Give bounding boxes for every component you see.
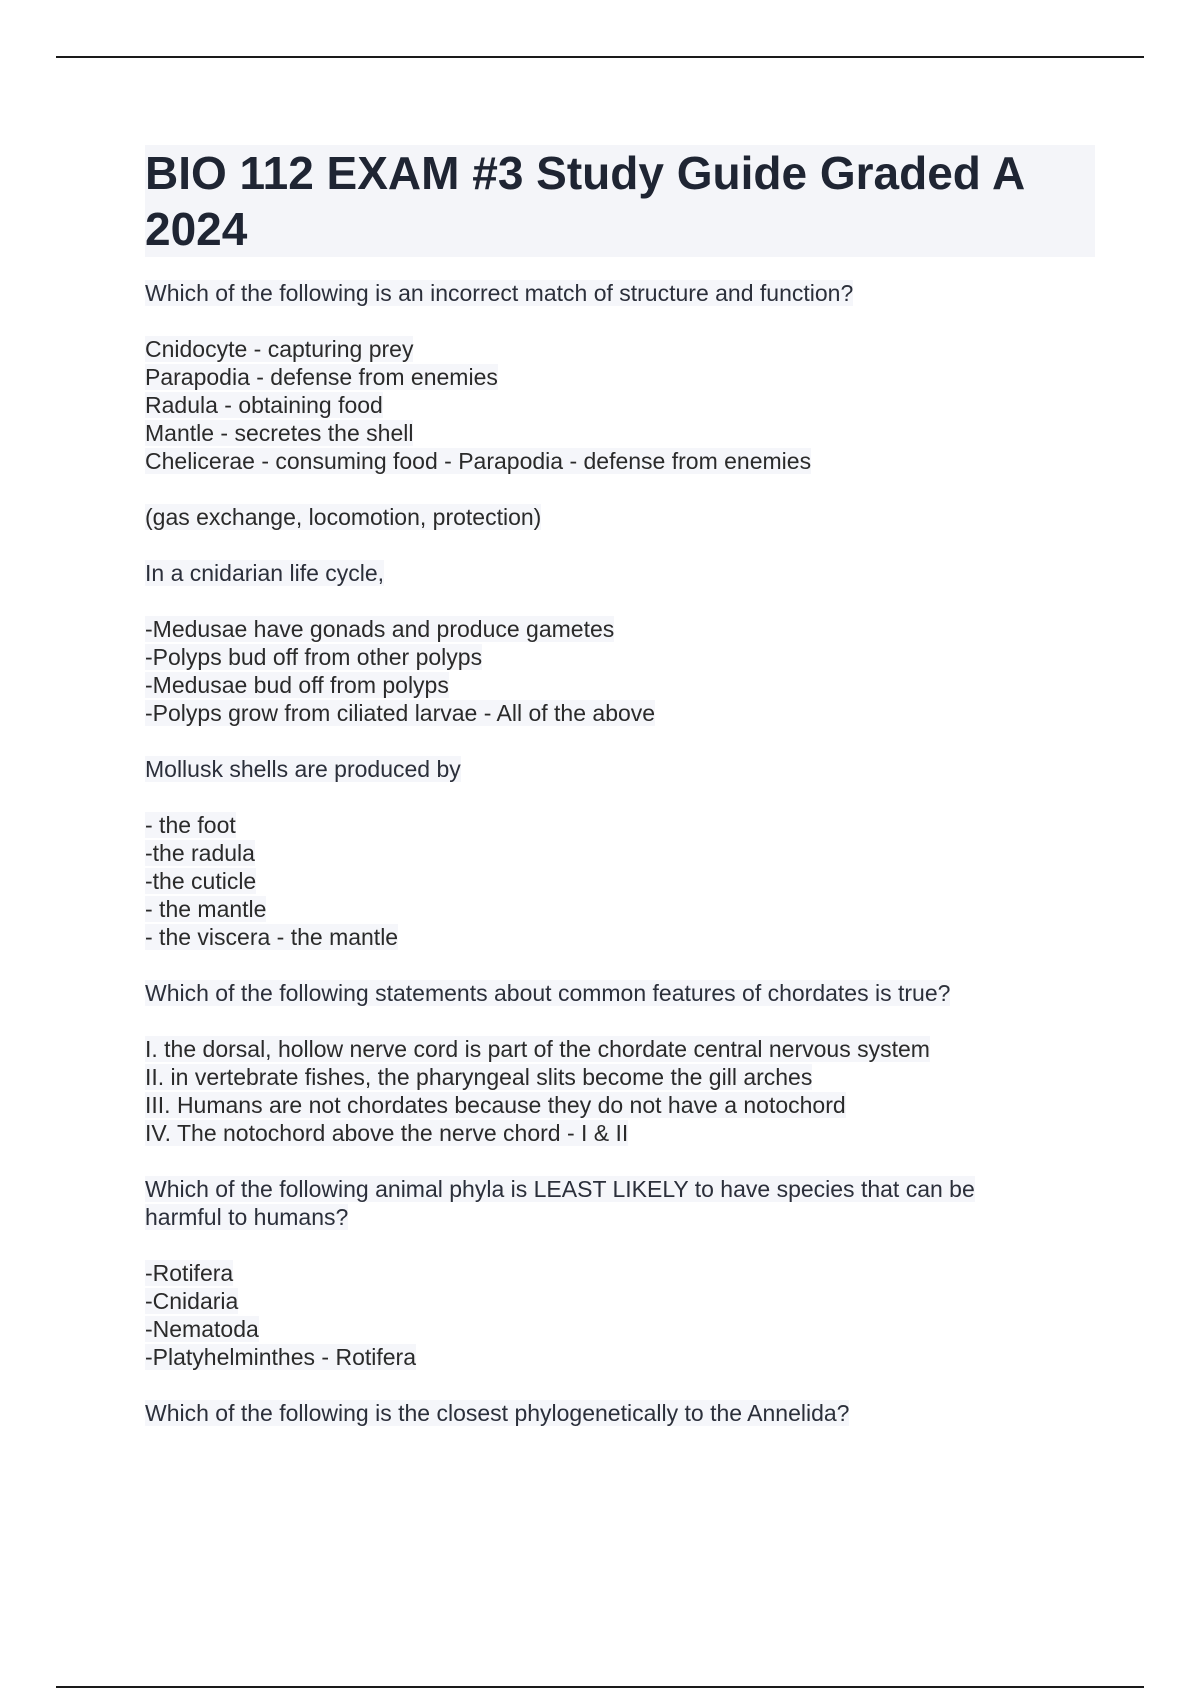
answer-line: [145, 391, 1095, 419]
answer-line: [145, 1315, 1095, 1343]
answer-line: [145, 615, 1095, 643]
question-block: [145, 279, 1095, 307]
question-block: [145, 1175, 1095, 1231]
text-line: -Medusae bud off from polyps: [145, 672, 449, 698]
text-line: - the mantle: [145, 896, 267, 922]
answer-line: [145, 811, 1095, 839]
question-line: [145, 1203, 1095, 1231]
answer-line: [145, 867, 1095, 895]
answer-line: [145, 363, 1095, 391]
footer-rule: [56, 1686, 1144, 1688]
header-rule: [56, 56, 1144, 58]
text-line: -Medusae have gonads and produce gametes: [145, 616, 615, 642]
text-line: In a cnidarian life cycle,: [145, 560, 385, 586]
answer-line: [145, 1287, 1095, 1315]
answer-line: [145, 895, 1095, 923]
qa-blocks: [145, 279, 1095, 1427]
text-line: Which of the following animal phyla is LEAST LIKELY to have species that can be: [145, 1176, 975, 1202]
answer-line: [145, 1119, 1095, 1147]
question-line: [145, 979, 1095, 1007]
answer-line: [145, 839, 1095, 867]
answer-line: [145, 1063, 1095, 1091]
text-line: -Cnidaria: [145, 1288, 239, 1314]
answer-line: [145, 1091, 1095, 1119]
text-line: Mantle - secretes the shell: [145, 420, 414, 446]
text-line: -Polyps grow from ciliated larvae - All of the above: [145, 700, 656, 726]
text-line: Which of the following is an incorrect match of structure and function?: [145, 280, 854, 306]
text-line: Parapodia - defense from enemies: [145, 364, 498, 390]
text-line: IV. The notochord above the nerve chord - I & II: [145, 1120, 629, 1146]
answer-line: [145, 447, 1095, 475]
answer-block: [145, 811, 1095, 951]
text-line: III. Humans are not chordates because they do not have a notochord: [145, 1092, 846, 1118]
answer-block: [145, 503, 1095, 531]
question-line: [145, 279, 1095, 307]
text-line: -the radula: [145, 840, 255, 866]
text-line: harmful to humans?: [145, 1204, 349, 1230]
question-line: [145, 1399, 1095, 1427]
text-line: - the viscera - the mantle: [145, 924, 399, 950]
question-line: [145, 559, 1095, 587]
answer-line: [145, 671, 1095, 699]
text-line: Which of the following statements about common features of chordates is true?: [145, 980, 951, 1006]
answer-block: [145, 615, 1095, 727]
answer-block: [145, 1035, 1095, 1147]
text-line: Which of the following is the closest phylogenetically to the Annelida?: [145, 1400, 850, 1426]
question-line: [145, 755, 1095, 783]
text-line: Chelicerae - consuming food - Parapodia - defense from enemies: [145, 448, 812, 474]
text-line: II. in vertebrate fishes, the pharyngeal slits become the gill arches: [145, 1064, 813, 1090]
answer-line: [145, 1343, 1095, 1371]
answer-line: [145, 643, 1095, 671]
question-line: [145, 1175, 1095, 1203]
text-line: -the cuticle: [145, 868, 257, 894]
text-line: -Platyhelminthes - Rotifera: [145, 1344, 416, 1370]
text-line: -Polyps bud off from other polyps: [145, 644, 483, 670]
text-line: I. the dorsal, hollow nerve cord is part of the chordate central nervous system: [145, 1036, 930, 1062]
answer-line: [145, 503, 1095, 531]
text-line: Radula - obtaining food: [145, 392, 383, 418]
text-line: - the foot: [145, 812, 236, 838]
text-line: -Rotifera: [145, 1260, 234, 1286]
text-line: Cnidocyte - capturing prey: [145, 336, 414, 362]
document-body: [145, 145, 1095, 1455]
answer-line: [145, 923, 1095, 951]
question-block: [145, 1399, 1095, 1427]
answer-line: [145, 419, 1095, 447]
text-line: Mollusk shells are produced by: [145, 756, 461, 782]
document-title: BIO 112 EXAM #3 Study Guide Graded A 2024: [145, 145, 1095, 257]
answer-block: [145, 335, 1095, 475]
answer-block: [145, 1259, 1095, 1371]
answer-line: [145, 1259, 1095, 1287]
answer-line: [145, 335, 1095, 363]
question-block: [145, 979, 1095, 1007]
text-line: (gas exchange, locomotion, protection): [145, 504, 542, 530]
answer-line: [145, 1035, 1095, 1063]
question-block: [145, 559, 1095, 587]
answer-line: [145, 699, 1095, 727]
question-block: [145, 755, 1095, 783]
text-line: -Nematoda: [145, 1316, 259, 1342]
